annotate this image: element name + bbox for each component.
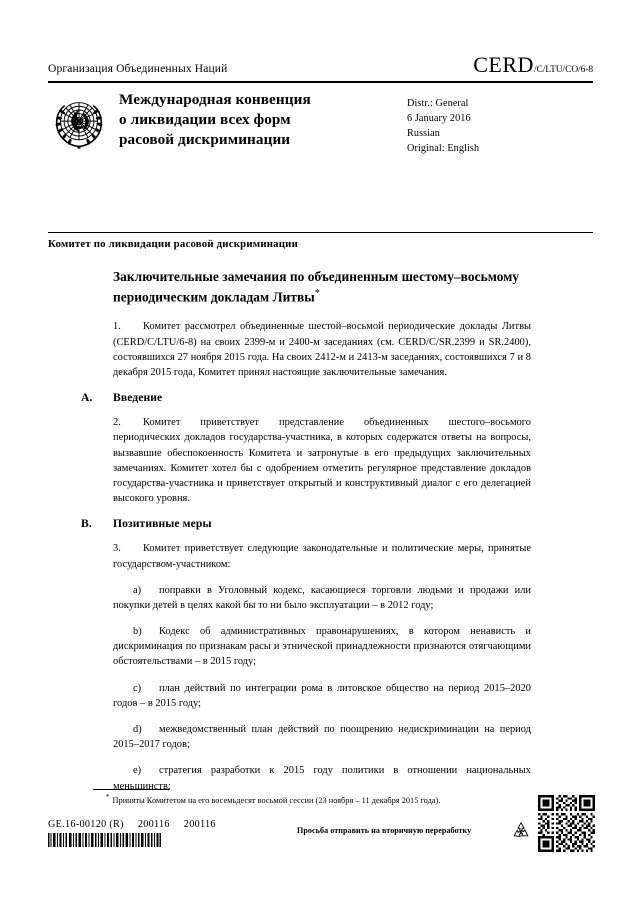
section-title-b: Позитивные меры [113, 517, 212, 531]
paragraph-text: Комитет приветствует следующие законодательные и политические меры, принятые государством-участником: [113, 543, 531, 570]
qr-code-icon [538, 795, 595, 852]
list-item-a [113, 583, 531, 613]
list-item-label: d) [133, 724, 142, 736]
footnote-text: Приняты Комитетом на его восемьдесят восьмой сессии (23 ноября – 11 декабря 2015 года). [112, 795, 441, 805]
list-item-d [113, 722, 531, 752]
page-title-footnote-marker: * [314, 287, 320, 299]
date-code-1: 200116 [137, 819, 170, 830]
list-item-text: межведомственный план действий по поощрению недискриминации на период 2015–2017 годов; [113, 724, 531, 751]
page-title-text: Заключительные замечания по объединенным шестому–восьмому периодическим докладам Литвы [113, 269, 520, 304]
list-item-b [113, 624, 531, 670]
document-symbol-suffix: /C/LTU/CO/6-8 [533, 65, 593, 75]
un-emblem-icon [48, 92, 110, 154]
list-item-label: e) [133, 765, 142, 777]
paragraph-3 [113, 541, 531, 571]
list-item-text: Кодекс об административных правонарушениях, в котором ненависть и дискриминация по признакам расы и этнической принадлежности признаются отягчающими обстоятельствами – в 2015 году; [113, 626, 531, 668]
footnote-separator [93, 789, 169, 790]
page-title [113, 268, 531, 306]
paragraph-text: Комитет приветствует представление объединенных шестого–восьмого периодических докладов государства-участника, в которых содержатся ответы на вопросы, вызвавшие обеспокоенность Комитета и затронутые в его предыдущих заключительных замечаниях. Комитет хотел бы с одобрением отметить регулярное представление докладов государства-участника и приветствует открытый и конструктивный диалог с его делегацией высокого уровня. [113, 417, 531, 505]
masthead [48, 52, 593, 156]
committee-name: Комитет по ликвидации расовой дискриминации [48, 238, 299, 250]
list-item-label: a) [133, 584, 142, 596]
list-item-c [113, 681, 531, 711]
distribution-type: Distr.: General [407, 98, 469, 109]
footnote-marker: * [106, 793, 110, 801]
list-item-text: стратегия разработки к 2015 году политики в отношении национальных меньшинств; [113, 765, 531, 792]
footnote [106, 793, 536, 806]
section-letter-a: A. [81, 391, 93, 405]
document-symbol [473, 52, 593, 78]
paragraph-number: 1. [113, 321, 121, 333]
body-separator-rule [48, 232, 593, 233]
convention-title-line-3: расовой дискриминации [119, 130, 291, 148]
recycle-icon [510, 820, 532, 842]
list-item-text: план действий по интеграции рома в литовское общество на период 2015–2020 годов – в 2015 году; [113, 682, 531, 709]
masthead-body-row [48, 83, 593, 156]
recycle-note: Просьба отправить на вторичную переработку [297, 826, 472, 835]
convention-title [119, 90, 393, 149]
convention-title-line-1: Международная конвенция [119, 91, 311, 108]
list-item-label: c) [133, 682, 142, 694]
list-item-text: поправки в Уголовный кодекс, касающиеся торговли людьми и продажи или покупки детей в целях какой бы то ни было эксплуатации – в 2012 году; [113, 584, 531, 611]
document-body [81, 268, 531, 805]
masthead-top-row [48, 52, 593, 81]
distribution-original: Original: English [407, 143, 480, 155]
list-item-label: b) [133, 626, 142, 638]
job-number: GE.16-00120 (R) [48, 819, 124, 830]
list-item-e [113, 763, 531, 793]
section-title-a: Введение [113, 391, 163, 405]
distribution-language: Russian [407, 128, 440, 140]
distribution-block [407, 90, 593, 156]
convention-title-line-2: о ликвидации всех форм [119, 110, 291, 128]
footer-job-code [48, 819, 216, 830]
section-heading-a [81, 391, 531, 404]
document-symbol-main: CERD [473, 52, 534, 77]
date-code-2: 200116 [183, 819, 216, 830]
barcode-icon [48, 833, 161, 847]
paragraph-number: 3. [113, 543, 121, 555]
organization-name: Организация Объединенных Наций [48, 63, 228, 75]
section-heading-b [81, 517, 531, 530]
paragraph-1 [113, 319, 531, 380]
section-letter-b: B. [81, 517, 92, 531]
paragraph-number: 2. [113, 417, 121, 429]
distribution-date: 6 January 2016 [407, 113, 471, 125]
paragraph-text: Комитет рассмотрел объединенные шестой–восьмой периодические доклады Литвы (CERD/C/LTU/6-8) на своих 2399-м и 2400-м заседаниях (см. CERD/C/SR.2399 и SR.2400), состоявшихся 27 ноября 2015 года. На своих 2412-м и 2413-м заседаниях, состоявшихся 7 и 8 декабря 2015 года, Комитет принял настоящие заключительные замечания. [113, 321, 531, 379]
paragraph-2 [113, 415, 531, 506]
